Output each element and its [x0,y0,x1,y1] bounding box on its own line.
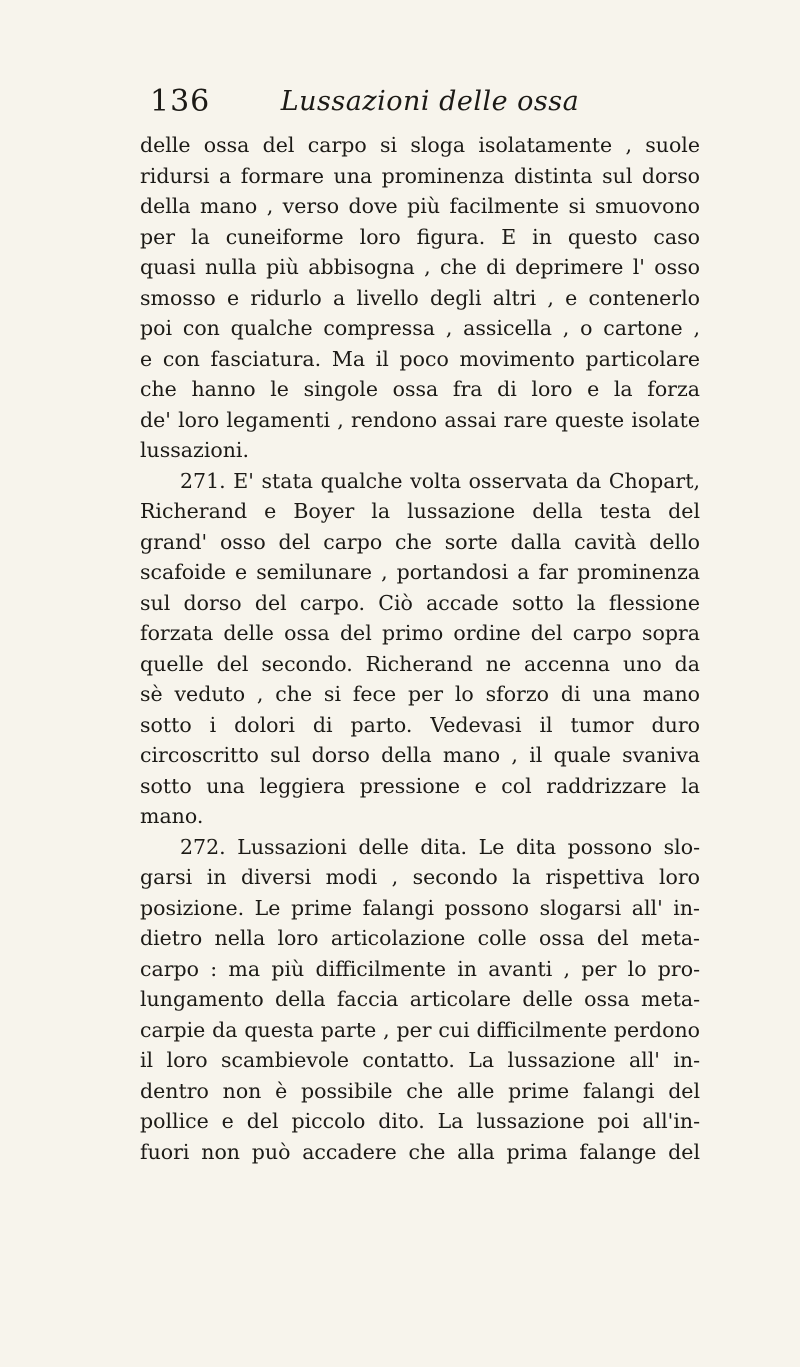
text-line: sè veduto , che si fece per lo sforzo di una mano [140,682,700,706]
text-line: fuori non può accadere che alla prima falange del [140,1139,700,1164]
text-line: dietro nella loro articolazione colle ossa del meta- [140,926,700,950]
body-text [140,130,700,1167]
text-line: lussazioni. [140,438,249,462]
text-line: della mano , verso dove più facilmente si smuovono [140,194,700,218]
text-line: posizione. Le prime falangi possono slogarsi all' in- [140,895,700,920]
text-line: de' loro legamenti , rendono assai rare queste isolate [140,407,700,432]
text-line: poi con qualche compressa , assicella , o cartone , [140,316,700,340]
text-line: per la cuneiforme loro figura. E in questo caso [140,224,700,249]
text-line: carpie da questa parte , per cui difficilmente perdono [140,1017,700,1042]
text-line: 271. E' stata qualche volta osservata da Chopart, [180,468,700,493]
running-title: Lussazioni delle ossa [280,86,580,117]
text-line: carpo : ma più difficilmente in avanti , per lo pro- [140,956,700,981]
text-line: Richerand e Boyer la lussazione della testa del [140,499,700,523]
text-line: sul dorso del carpo. Ciò accade sotto la flessione [140,590,700,615]
text-line: lungamento della faccia articolare delle ossa meta- [140,987,700,1011]
text-line: sotto una leggiera pressione e col raddrizzare la [140,773,700,798]
page-header [150,84,710,124]
text-line: grand' osso del carpo che sorte dalla cavità dello [140,529,700,554]
text-line: garsi in diversi modi , secondo la rispettiva loro [140,865,700,889]
text-line: pollice e del piccolo dito. La lussazione poi all'in- [140,1109,700,1133]
text-line: il loro scambievole contatto. La lussazione all' in- [140,1048,700,1072]
text-line: dentro non è possibile che alle prime falangi del [140,1078,700,1103]
text-line: quasi nulla più abbisogna , che di deprimere l' osso [140,255,700,279]
text-line: sotto i dolori di parto. Vedevasi il tumor duro [140,712,700,737]
text-line: scafoide e semilunare , portandosi a far prominenza [140,560,700,584]
text-line: e con fasciatura. Ma il poco movimento particolare [140,346,700,371]
text-line: mano. [140,804,204,828]
text-line: quelle del secondo. Richerand ne accenna uno da [140,651,700,676]
text-line: circoscritto sul dorso della mano , il quale svaniva [140,743,700,767]
text-line: forzata delle ossa del primo ordine del carpo sopra [140,621,700,645]
page-number: 136 [150,84,211,119]
text-line: delle ossa del carpo si sloga isolatamente , suole [140,133,700,157]
text-line: che hanno le singole ossa fra di loro e la forza [140,377,700,401]
text-line: smosso e ridurlo a livello degli altri , e contenerlo [140,285,700,310]
text-line: ridursi a formare una prominenza distinta sul dorso [140,163,700,188]
text-line: 272. Lussazioni delle dita. Le dita possono slo- [180,834,700,859]
